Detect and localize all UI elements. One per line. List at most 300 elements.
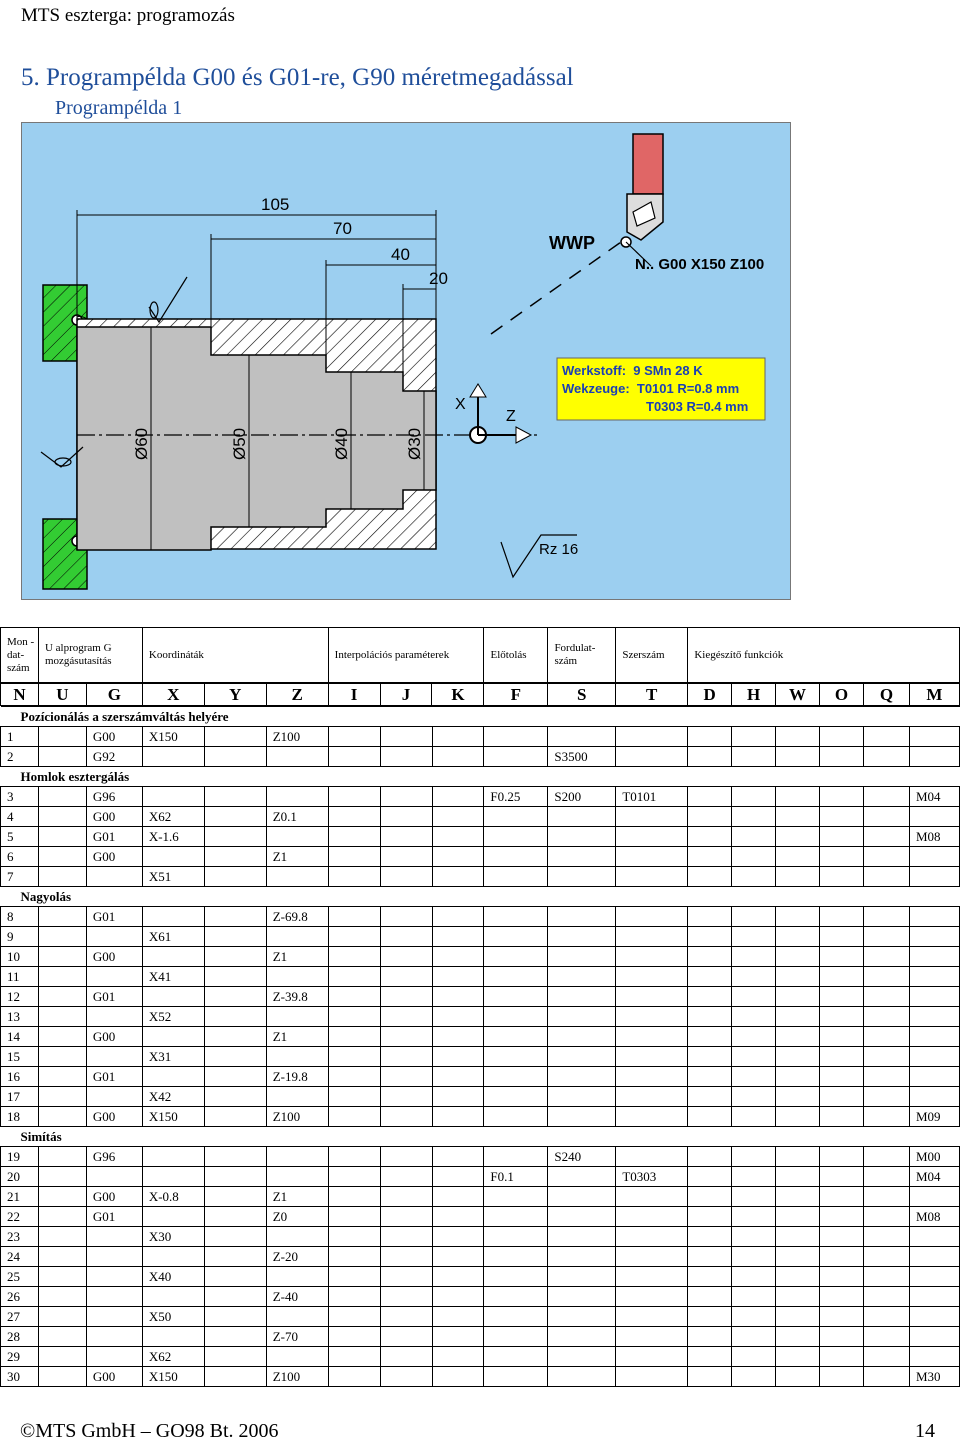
table-row — [1, 827, 960, 847]
column-group-header: Kiegészítő funkciók — [688, 628, 960, 683]
cell-o — [820, 727, 864, 747]
cell-s — [548, 1087, 616, 1107]
cell-m — [909, 1047, 959, 1067]
cell-h — [732, 1087, 776, 1107]
section-row — [1, 887, 960, 907]
cell-w — [776, 1067, 820, 1087]
diameter-label: Ø50 — [230, 427, 249, 460]
cell-i — [328, 1187, 380, 1207]
cell-t — [616, 1327, 688, 1347]
cell-z: Z0 — [266, 1207, 328, 1227]
dimension-label: 20 — [429, 269, 448, 288]
cell-k — [432, 1327, 484, 1347]
cell-j — [380, 1007, 432, 1027]
cell-i — [328, 827, 380, 847]
cell-h — [732, 1327, 776, 1347]
cell-z: Z1 — [266, 947, 328, 967]
cell-s — [548, 1067, 616, 1087]
cell-d — [688, 1307, 732, 1327]
cell-h — [732, 847, 776, 867]
cell-k — [432, 867, 484, 887]
cell-d — [688, 1367, 732, 1387]
column-letter-k: K — [432, 684, 484, 706]
cell-f — [484, 1067, 548, 1087]
cell-g: G00 — [86, 1367, 142, 1387]
cell-j — [380, 1207, 432, 1227]
cell-m — [909, 1067, 959, 1087]
cell-w — [776, 1007, 820, 1027]
cell-g — [86, 867, 142, 887]
cell-y — [204, 967, 266, 987]
cell-q — [864, 1107, 910, 1127]
cell-q — [864, 867, 910, 887]
section-title: 5. Programpélda G00 és G01-re, G90 méretmegadással — [21, 64, 574, 91]
cell-u — [38, 747, 86, 767]
cell-s: S3500 — [548, 747, 616, 767]
cell-s — [548, 867, 616, 887]
cell-o — [820, 1327, 864, 1347]
cell-h — [732, 1167, 776, 1187]
cell-z: Z100 — [266, 727, 328, 747]
table-row — [1, 1327, 960, 1347]
cell-d — [688, 1047, 732, 1067]
cell-x: X52 — [142, 1007, 204, 1027]
cell-f — [484, 727, 548, 747]
cell-o — [820, 1287, 864, 1307]
cell-u — [38, 867, 86, 887]
cell-g — [86, 1307, 142, 1327]
cell-q — [864, 1287, 910, 1307]
footer-copyright: ©MTS GmbH – GO98 Bt. 2006 — [20, 1420, 279, 1442]
cell-d — [688, 1327, 732, 1347]
cell-z: Z-39.8 — [266, 987, 328, 1007]
drawing-svg — [21, 122, 791, 600]
cell-f — [484, 1287, 548, 1307]
cell-g: G00 — [86, 1187, 142, 1207]
cell-d — [688, 1247, 732, 1267]
cell-x — [142, 947, 204, 967]
cell-n: 17 — [1, 1087, 39, 1107]
table-row — [1, 1187, 960, 1207]
cell-j — [380, 1027, 432, 1047]
cell-m — [909, 987, 959, 1007]
cell-j — [380, 1187, 432, 1207]
cell-f — [484, 1367, 548, 1387]
cell-s — [548, 1227, 616, 1247]
column-letter-d: D — [688, 684, 732, 706]
cell-n: 25 — [1, 1267, 39, 1287]
cell-s — [548, 1347, 616, 1367]
cell-g: G00 — [86, 1027, 142, 1047]
cell-y — [204, 1087, 266, 1107]
cell-f — [484, 1327, 548, 1347]
position-callout: N.. G00 X150 Z100 — [635, 256, 765, 273]
cell-f — [484, 1007, 548, 1027]
cell-m — [909, 1327, 959, 1347]
cell-y — [204, 827, 266, 847]
column-letter-m: M — [909, 684, 959, 706]
cell-y — [204, 1047, 266, 1067]
cell-d — [688, 867, 732, 887]
cell-g: G00 — [86, 847, 142, 867]
table-row — [1, 1207, 960, 1227]
axis-x-label: X — [455, 396, 466, 413]
cell-o — [820, 827, 864, 847]
cell-x: X50 — [142, 1307, 204, 1327]
cell-j — [380, 787, 432, 807]
cell-z — [266, 927, 328, 947]
column-group-header: Fordulat-szám — [548, 628, 616, 683]
cell-y — [204, 867, 266, 887]
cell-d — [688, 1207, 732, 1227]
cell-o — [820, 947, 864, 967]
cell-m — [909, 847, 959, 867]
cell-d — [688, 1167, 732, 1187]
column-groups-header — [0, 627, 960, 683]
cell-h — [732, 1147, 776, 1167]
cell-j — [380, 827, 432, 847]
cell-h — [732, 747, 776, 767]
cell-f — [484, 867, 548, 887]
diameter-label: Ø30 — [405, 427, 424, 460]
table-row — [1, 1167, 960, 1187]
cell-k — [432, 1047, 484, 1067]
table-row — [1, 1287, 960, 1307]
cell-w — [776, 847, 820, 867]
cell-u — [38, 1267, 86, 1287]
cell-u — [38, 1107, 86, 1127]
cell-h — [732, 1247, 776, 1267]
cell-k — [432, 967, 484, 987]
section-heading: Homlok esztergálás — [1, 767, 960, 787]
cell-g — [86, 1087, 142, 1107]
cell-z: Z-20 — [266, 1247, 328, 1267]
cell-o — [820, 1207, 864, 1227]
cell-y — [204, 1107, 266, 1127]
cell-o — [820, 927, 864, 947]
cell-k — [432, 1367, 484, 1387]
cell-u — [38, 1147, 86, 1167]
cell-g: G92 — [86, 747, 142, 767]
cell-x: X30 — [142, 1227, 204, 1247]
cell-m — [909, 907, 959, 927]
cell-t — [616, 727, 688, 747]
cell-j — [380, 1107, 432, 1127]
table-row — [1, 1347, 960, 1367]
cell-g — [86, 1327, 142, 1347]
cell-u — [38, 947, 86, 967]
cell-y — [204, 1207, 266, 1227]
table-row — [1, 1307, 960, 1327]
table-row — [1, 1027, 960, 1047]
cell-q — [864, 1087, 910, 1107]
table-row — [1, 987, 960, 1007]
cell-u — [38, 927, 86, 947]
cell-x: X-0.8 — [142, 1187, 204, 1207]
cell-i — [328, 907, 380, 927]
cell-o — [820, 1007, 864, 1027]
cell-h — [732, 1227, 776, 1247]
cell-q — [864, 967, 910, 987]
cell-i — [328, 1027, 380, 1047]
cell-i — [328, 1147, 380, 1167]
cell-s — [548, 1287, 616, 1307]
cell-q — [864, 1267, 910, 1287]
cell-j — [380, 907, 432, 927]
cell-q — [864, 947, 910, 967]
cell-z — [266, 967, 328, 987]
cell-t — [616, 1107, 688, 1127]
cell-t — [616, 1287, 688, 1307]
cell-n: 10 — [1, 947, 39, 967]
cell-w — [776, 1327, 820, 1347]
cell-t — [616, 1087, 688, 1107]
cell-g — [86, 967, 142, 987]
cell-q — [864, 1187, 910, 1207]
cell-t — [616, 1227, 688, 1247]
column-letter-g: G — [86, 684, 142, 706]
cell-q — [864, 1367, 910, 1387]
cell-y — [204, 1027, 266, 1047]
cell-y — [204, 1147, 266, 1167]
cell-k — [432, 1147, 484, 1167]
cell-t — [616, 907, 688, 927]
cell-s — [548, 1307, 616, 1327]
cell-f — [484, 847, 548, 867]
cell-t — [616, 747, 688, 767]
cell-g — [86, 1347, 142, 1367]
diameter-label: Ø60 — [132, 427, 151, 460]
cell-u — [38, 847, 86, 867]
cell-m — [909, 1087, 959, 1107]
cell-i — [328, 947, 380, 967]
cell-y — [204, 907, 266, 927]
cell-d — [688, 1087, 732, 1107]
cell-h — [732, 1267, 776, 1287]
cell-o — [820, 1267, 864, 1287]
cell-o — [820, 1087, 864, 1107]
cell-u — [38, 987, 86, 1007]
cell-x — [142, 847, 204, 867]
cell-u — [38, 1007, 86, 1027]
cell-d — [688, 1007, 732, 1027]
column-group-header: U alprogram G mozgásutasítás — [38, 628, 142, 683]
cell-o — [820, 1187, 864, 1207]
cell-s — [548, 847, 616, 867]
cell-t — [616, 987, 688, 1007]
cell-o — [820, 807, 864, 827]
cell-g: G00 — [86, 807, 142, 827]
cell-i — [328, 1327, 380, 1347]
cell-w — [776, 1207, 820, 1227]
column-letter-h: H — [732, 684, 776, 706]
cell-y — [204, 787, 266, 807]
cell-d — [688, 927, 732, 947]
cell-i — [328, 987, 380, 1007]
column-letter-o: O — [820, 684, 864, 706]
cell-o — [820, 1347, 864, 1367]
cell-h — [732, 727, 776, 747]
cell-h — [732, 1047, 776, 1067]
column-group-header: Előtolás — [484, 628, 548, 683]
cell-t — [616, 1247, 688, 1267]
cell-n: 18 — [1, 1107, 39, 1127]
cell-j — [380, 947, 432, 967]
cell-y — [204, 1287, 266, 1307]
cell-f — [484, 947, 548, 967]
cell-h — [732, 807, 776, 827]
cell-h — [732, 1007, 776, 1027]
cell-k — [432, 1007, 484, 1027]
cell-i — [328, 1227, 380, 1247]
cell-w — [776, 1167, 820, 1187]
cell-f — [484, 1147, 548, 1167]
cell-u — [38, 727, 86, 747]
cell-x: X61 — [142, 927, 204, 947]
cell-u — [38, 907, 86, 927]
cell-g: G00 — [86, 947, 142, 967]
column-letter-j: J — [380, 684, 432, 706]
cell-m: M00 — [909, 1147, 959, 1167]
cell-f — [484, 1107, 548, 1127]
cell-d — [688, 1267, 732, 1287]
table-row — [1, 1267, 960, 1287]
cell-z — [266, 827, 328, 847]
cell-g — [86, 1227, 142, 1247]
cell-w — [776, 987, 820, 1007]
cell-w — [776, 1147, 820, 1167]
cell-s — [548, 827, 616, 847]
cell-u — [38, 1167, 86, 1187]
cell-f — [484, 1267, 548, 1287]
column-letter-f: F — [484, 684, 548, 706]
cell-u — [38, 827, 86, 847]
cell-d — [688, 907, 732, 927]
cell-j — [380, 1087, 432, 1107]
cell-o — [820, 1367, 864, 1387]
cell-w — [776, 1307, 820, 1327]
cell-d — [688, 1187, 732, 1207]
cell-s — [548, 967, 616, 987]
cell-m: M09 — [909, 1107, 959, 1127]
cell-j — [380, 1167, 432, 1187]
cell-s — [548, 1247, 616, 1267]
cell-d — [688, 1067, 732, 1087]
cell-n: 8 — [1, 907, 39, 927]
cell-h — [732, 907, 776, 927]
cell-i — [328, 787, 380, 807]
cell-f — [484, 967, 548, 987]
cell-x: X31 — [142, 1047, 204, 1067]
cell-w — [776, 1087, 820, 1107]
cell-h — [732, 1187, 776, 1207]
table-row — [1, 727, 960, 747]
table-row — [1, 1007, 960, 1027]
cell-z: Z-70 — [266, 1327, 328, 1347]
cell-y — [204, 927, 266, 947]
dimension-label: 105 — [261, 195, 290, 214]
cell-o — [820, 867, 864, 887]
cell-q — [864, 787, 910, 807]
cell-n: 3 — [1, 787, 39, 807]
cell-s — [548, 1007, 616, 1027]
cell-u — [38, 1027, 86, 1047]
cell-w — [776, 1107, 820, 1127]
cell-f — [484, 907, 548, 927]
cell-z — [266, 1087, 328, 1107]
cell-m — [909, 947, 959, 967]
cell-h — [732, 1347, 776, 1367]
cell-f — [484, 1307, 548, 1327]
table-row — [1, 747, 960, 767]
cell-k — [432, 1207, 484, 1227]
cell-w — [776, 1287, 820, 1307]
cell-j — [380, 1047, 432, 1067]
cell-j — [380, 1287, 432, 1307]
cell-k — [432, 1347, 484, 1367]
cell-s: S200 — [548, 787, 616, 807]
roughness-label: Rz 16 — [539, 541, 579, 558]
cell-s — [548, 1367, 616, 1387]
cell-o — [820, 1147, 864, 1167]
cell-d — [688, 807, 732, 827]
cell-d — [688, 787, 732, 807]
cell-j — [380, 1307, 432, 1327]
cell-j — [380, 967, 432, 987]
cell-s: S240 — [548, 1147, 616, 1167]
cell-t — [616, 1347, 688, 1367]
cell-z — [266, 787, 328, 807]
table-row — [1, 787, 960, 807]
cell-n: 12 — [1, 987, 39, 1007]
cell-y — [204, 1307, 266, 1327]
cell-j — [380, 1267, 432, 1287]
cell-d — [688, 727, 732, 747]
cell-f — [484, 1347, 548, 1367]
cell-d — [688, 1287, 732, 1307]
cell-w — [776, 1027, 820, 1047]
cell-h — [732, 1207, 776, 1227]
cell-u — [38, 1067, 86, 1087]
cell-y — [204, 1067, 266, 1087]
cell-x — [142, 1027, 204, 1047]
cell-d — [688, 987, 732, 1007]
cell-o — [820, 1227, 864, 1247]
cell-x: X51 — [142, 867, 204, 887]
cell-k — [432, 1227, 484, 1247]
cell-z — [266, 867, 328, 887]
cell-x: X150 — [142, 1367, 204, 1387]
cell-z: Z100 — [266, 1107, 328, 1127]
cell-i — [328, 967, 380, 987]
cell-w — [776, 947, 820, 967]
cell-j — [380, 1347, 432, 1367]
cell-g: G96 — [86, 787, 142, 807]
cell-t — [616, 947, 688, 967]
cell-t — [616, 1367, 688, 1387]
cell-y — [204, 1347, 266, 1367]
cell-q — [864, 1167, 910, 1187]
cell-s — [548, 1107, 616, 1127]
cell-t — [616, 1187, 688, 1207]
cell-s — [548, 1327, 616, 1347]
cell-k — [432, 787, 484, 807]
cell-t — [616, 1027, 688, 1047]
section-row — [1, 707, 960, 727]
cell-g: G01 — [86, 827, 142, 847]
cell-h — [732, 867, 776, 887]
cell-k — [432, 1247, 484, 1267]
